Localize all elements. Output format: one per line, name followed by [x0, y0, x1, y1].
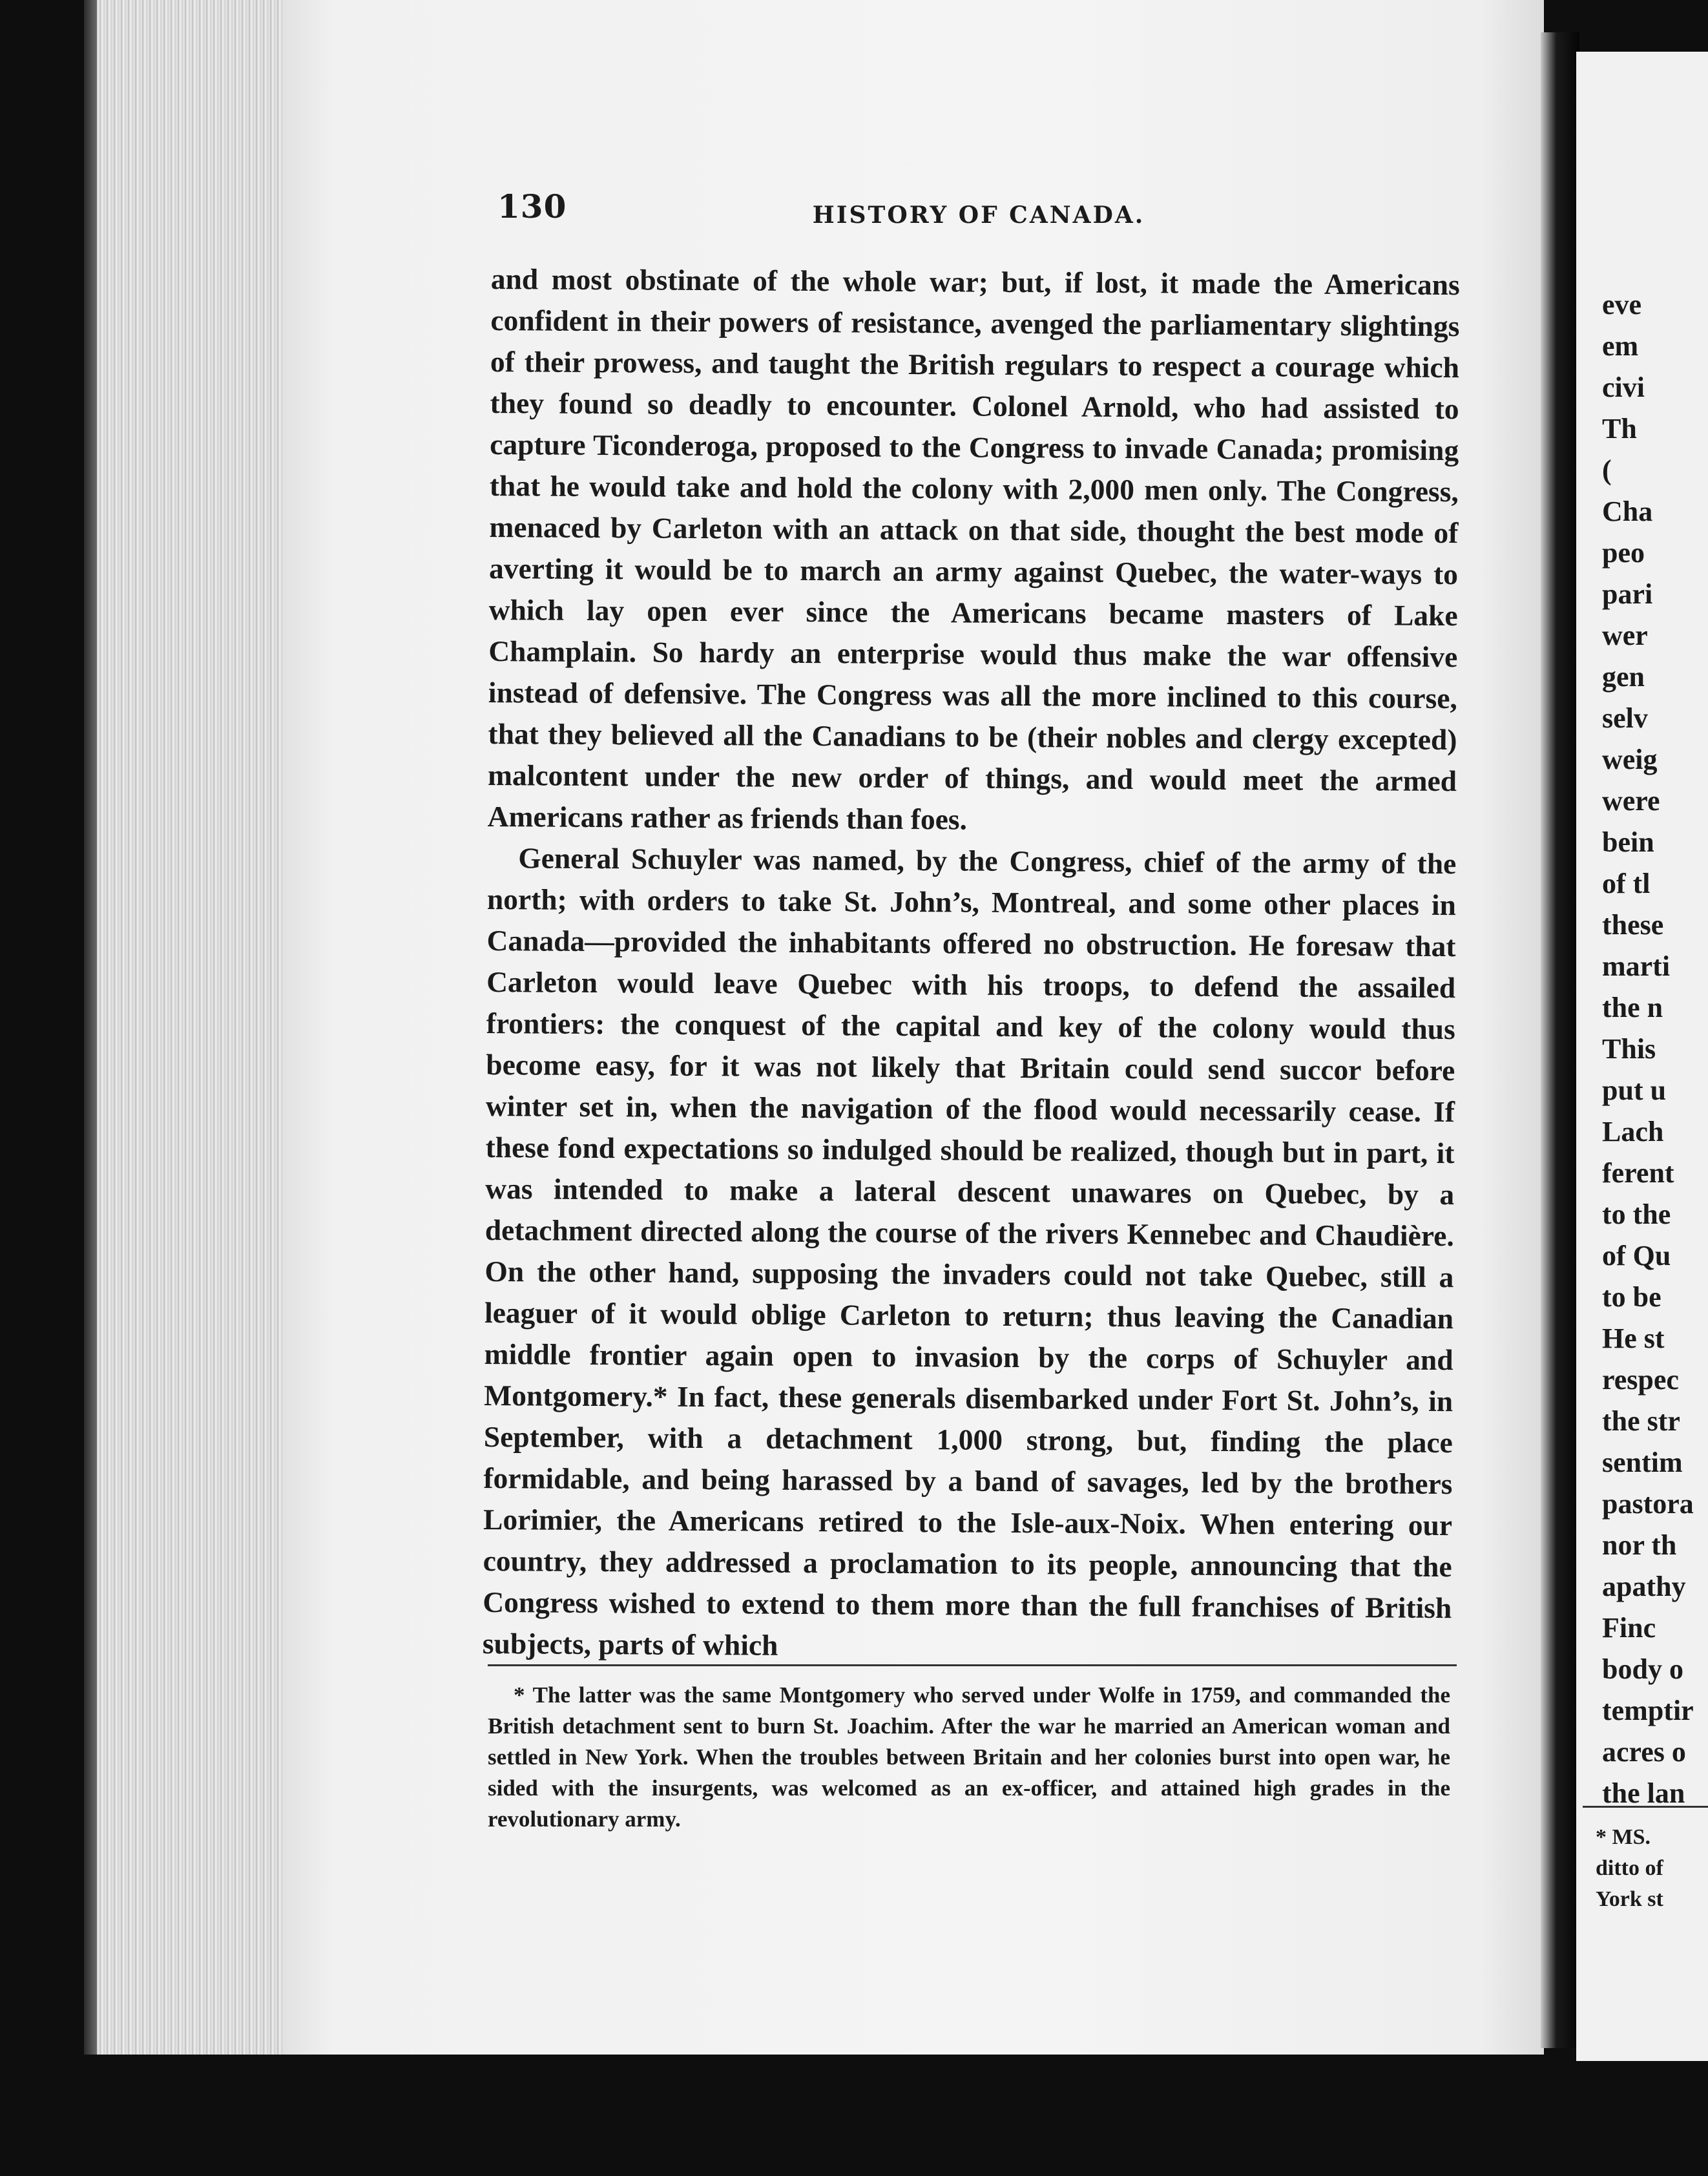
facing-page-line: Th: [1602, 413, 1637, 445]
facing-page-line: apathy: [1602, 1571, 1686, 1602]
running-head: HISTORY OF CANADA.: [812, 202, 1145, 229]
facing-page-text: [1602, 284, 1708, 1814]
facing-page-line: these: [1602, 909, 1664, 941]
facing-page: [1576, 52, 1708, 2061]
facing-page-line: pari: [1602, 578, 1653, 610]
facing-page-line: em: [1602, 330, 1639, 362]
facing-page-line: the lan: [1602, 1777, 1685, 1809]
facing-page-line: temptir: [1602, 1695, 1694, 1726]
body-text: [483, 258, 1460, 1670]
facing-page-line: body o: [1602, 1653, 1683, 1685]
facing-page-line: bein: [1602, 826, 1654, 858]
facing-page-line: were: [1602, 785, 1660, 817]
facing-page-line: marti: [1602, 950, 1671, 982]
facing-page-line: the str: [1602, 1405, 1680, 1437]
facing-page-line: the n: [1602, 992, 1663, 1023]
facing-footnote-rule: [1583, 1806, 1708, 1808]
page-header: [497, 187, 1460, 246]
page-number: 130: [497, 187, 567, 225]
facing-footnote-line: * MS.: [1596, 1825, 1651, 1849]
facing-page-line: (: [1602, 454, 1612, 486]
facing-page-line: sentim: [1602, 1447, 1683, 1478]
book-gutter: [1541, 32, 1579, 2048]
paragraph: and most obstinate of the whole war; but, if lost, it made the Americans confident in their powers of resistance, avenged the parliamentary slightings of their prowess, and taught the British regulars to respect a courage which they found so deadly to encounter. Colonel Arnold, who had assisted to capture Ticonderoga, proposed to the Congress to invade Canada; promising that he would take and hold the colony with 2,000 men only. The Congress, menaced by Carleton with an attack on that side, thought the best mode of averting it would be to march an army against Quebec, the water-ways to which lay open ever since the Americans became masters of Lake Champlain. So hardy an enterprise would thus make the war offensive instead of defensive. The Congress was all the more inclined to this course, that they believed all the Canadians to be (their nobles and clergy excepted) malcontent under the new order of things, and would meet the armed Americans rather as friends than foes.: [487, 262, 1460, 836]
facing-page-line: wer: [1602, 620, 1648, 651]
facing-page-line: civi: [1602, 371, 1645, 403]
facing-page-line: Cha: [1602, 496, 1653, 527]
facing-footnote-line: York st: [1596, 1887, 1663, 1911]
facing-page-line: nor th: [1602, 1529, 1677, 1561]
facing-page-line: to the: [1602, 1198, 1671, 1230]
facing-page-line: acres o: [1602, 1736, 1686, 1768]
facing-page-line: gen: [1602, 661, 1645, 693]
facing-page-line: He st: [1602, 1323, 1665, 1354]
footnote: * The latter was the same Montgomery who served under Wolfe in 1759, and commanded the British detachment sent to burn St. Joachim. After the war he married an American woman and settled in New York. When the troubles between Britain and her colonies burst into open war, he sided with the insurgents, was welcomed as an ex-officer, and attained high grades in the revolutionary army.: [488, 1682, 1450, 1832]
facing-page-line: peo: [1602, 537, 1645, 569]
facing-page-line: pastora: [1602, 1488, 1694, 1520]
footnote-rule: [488, 1664, 1457, 1666]
facing-page-line: respec: [1602, 1364, 1679, 1396]
paragraph: General Schuyler was named, by the Congress, chief of the army of the north; with orders to take St. John’s, Montreal, and some other places in Canada—provided the inhabitants offered no obstruction. He foresaw that Carleton would leave Quebec with his troops, to defend the assailed frontiers: the conquest of the capital and key of the colony would thus become easy, for it was not likely that Britain could send succor before winter set in, when the navigation of the flood would necessarily cease. If these fond expectations so indulged should be realized, though but in part, it was intended to make a lateral descent unawares on Quebec, by a detachment directed along the course of the rivers Kennebec and Chaudière. On the other hand, supposing the invaders could not take Quebec, still a leaguer of it would oblige Carleton to return; thus leaving the Canadian middle frontier again open to invasion by the corps of Schuyler and Montgomery.* In fact, these generals disembarked under Fort St. John’s, in September, with a detachment 1,000 strong, but, finding the place formidable, and being harassed by a band of savages, led by the brothers Lorimier, the Americans retired to the Isle-aux-Noix. When entering our country, they addressed a proclamation to its people, announcing that the Congress wished to extend to them more than the full franchises of British subjects, parts of which: [482, 841, 1457, 1662]
facing-page-line: Finc: [1602, 1612, 1656, 1644]
facing-page-line: to be: [1602, 1281, 1661, 1313]
stacked-page-edges: [97, 0, 291, 2055]
facing-page-line: put u: [1602, 1074, 1667, 1106]
facing-page-footnote: [1596, 1822, 1708, 1915]
facing-page-line: selv: [1602, 702, 1648, 734]
facing-footnote-line: ditto of: [1596, 1856, 1663, 1880]
facing-page-line: Lach: [1602, 1116, 1664, 1147]
facing-page-line: eve: [1602, 289, 1642, 320]
facing-page-line: This: [1602, 1033, 1656, 1065]
facing-page-line: of Qu: [1602, 1240, 1671, 1271]
facing-page-line: ferent: [1602, 1157, 1674, 1189]
facing-page-line: weig: [1602, 744, 1658, 775]
facing-page-line: of tl: [1602, 868, 1651, 899]
